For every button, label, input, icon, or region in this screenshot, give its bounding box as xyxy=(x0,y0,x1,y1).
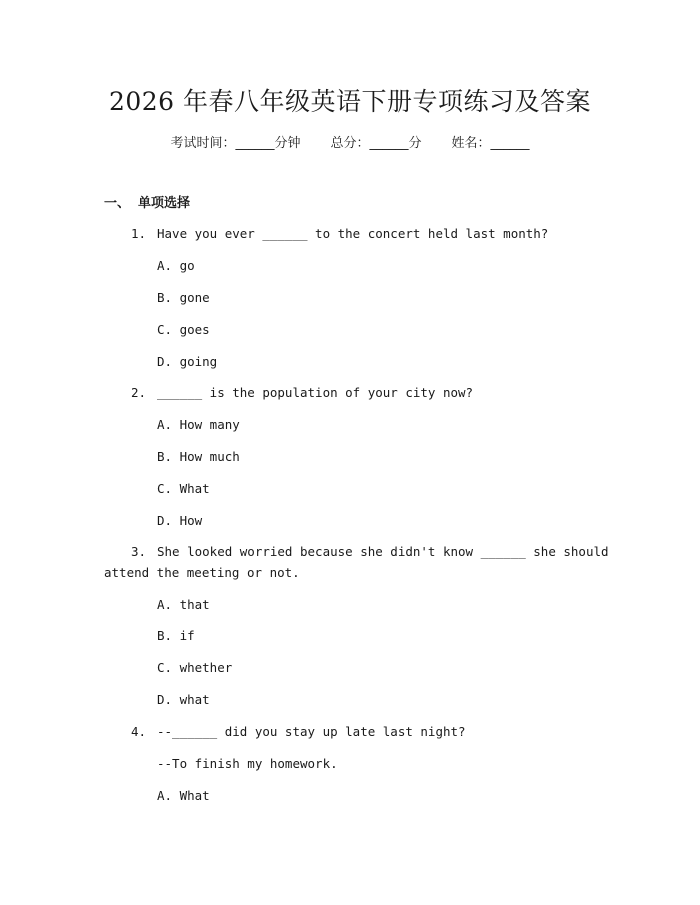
exam-time-label: 考试时间：______分钟 xyxy=(170,136,301,151)
option-a[interactable]: A. How many xyxy=(157,417,240,432)
option-c[interactable]: C. goes xyxy=(157,322,210,337)
option-d[interactable]: D. going xyxy=(157,354,218,369)
question-number: 4. xyxy=(131,724,147,739)
section-number: 一、 xyxy=(104,196,131,211)
question-text: She looked worried because she didn't know ______ she should xyxy=(157,544,609,559)
option-d[interactable]: D. what xyxy=(157,692,210,707)
option-b[interactable]: B. gone xyxy=(157,290,210,305)
option-a[interactable]: A. that xyxy=(157,597,210,612)
option-a[interactable]: A. What xyxy=(157,788,210,803)
question-text: --______ did you stay up late last night? xyxy=(157,724,466,739)
question-number: 3. xyxy=(131,544,147,559)
option-a[interactable]: A. go xyxy=(157,258,195,273)
question-number: 1. xyxy=(131,226,147,241)
option-b[interactable]: B. How much xyxy=(157,449,240,464)
question-text: ______ is the population of your city now? xyxy=(157,385,474,400)
student-name-label: 姓名：______ xyxy=(451,136,530,151)
page-title: 2026 年春八年级英语下册专项练习及答案 xyxy=(108,87,592,116)
question-text-continued: attend the meeting or not. xyxy=(104,565,300,580)
question-text: Have you ever ______ to the concert held last month? xyxy=(157,226,549,241)
option-c[interactable]: C. What xyxy=(157,481,210,496)
section-heading xyxy=(104,192,190,211)
total-score-label: 总分：______分 xyxy=(330,136,422,151)
question-number: 2. xyxy=(131,385,147,400)
section-title: 单项选择 xyxy=(138,196,191,211)
option-b[interactable]: B. if xyxy=(157,628,195,643)
option-d[interactable]: D. How xyxy=(157,513,203,528)
option-c[interactable]: C. whether xyxy=(157,660,233,675)
exam-meta xyxy=(0,132,700,151)
answer-line: --To finish my homework. xyxy=(157,756,338,771)
